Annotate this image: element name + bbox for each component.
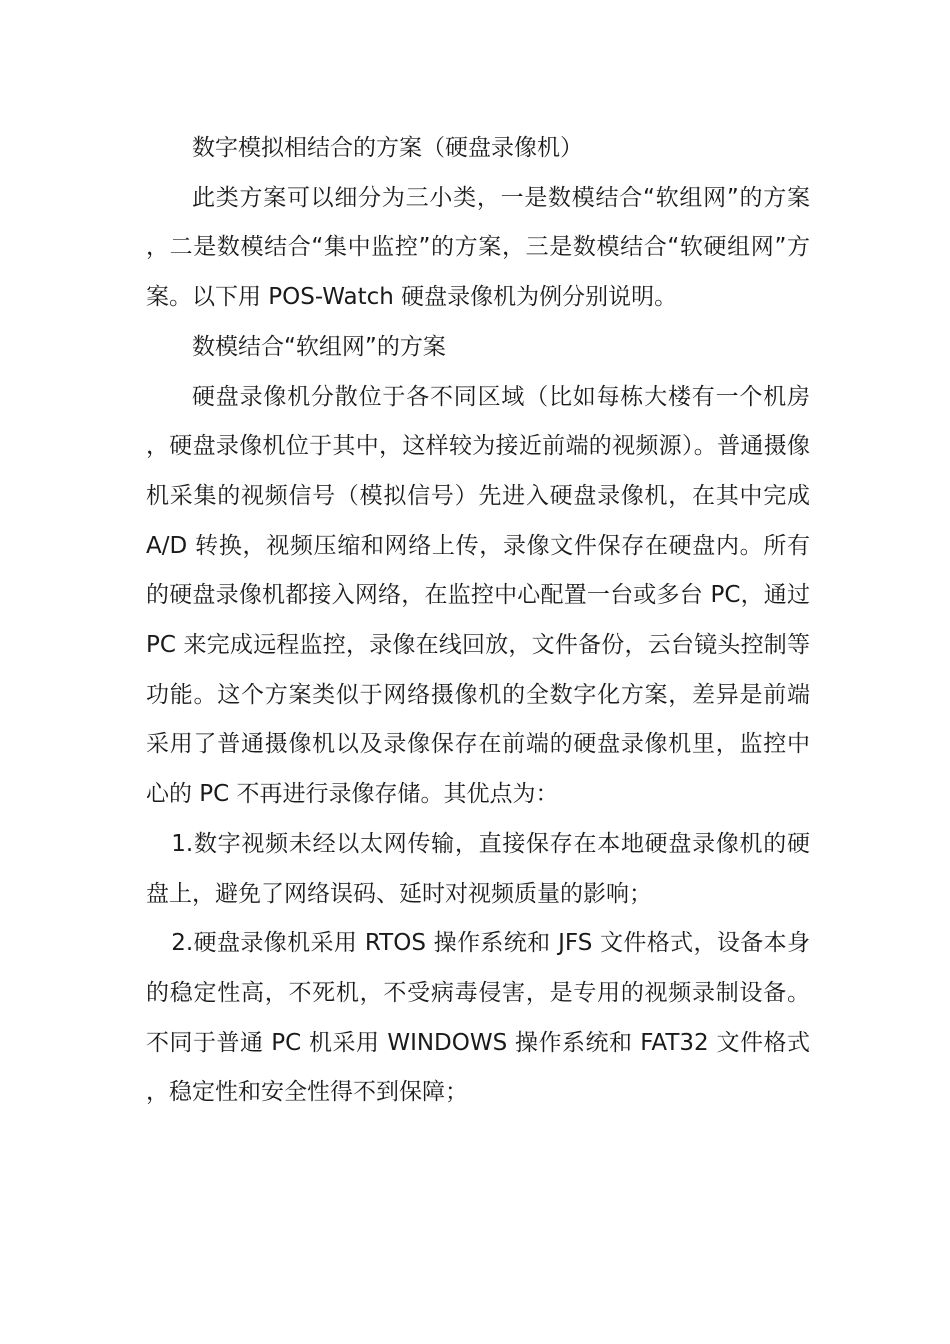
list-item-advantage-1: 1.数字视频未经以太网传输，直接保存在本地硬盘录像机的硬盘上，避免了网络误码、延时对视频质量的影响；: [146, 830, 810, 907]
intro-paragraph: 此类方案可以细分为三小类，一是数模结合“软组网”的方案，二是数模结合“集中监控”的方案，三是数模结合“软硬组网”方案。以下用 POS-Watch 硬盘录像机为例分别说明。: [146, 184, 810, 311]
section-heading-digital-analog: 数字模拟相结合的方案（硬盘录像机）: [192, 135, 583, 161]
body-paragraph: 硬盘录像机分散位于各不同区域（比如每栋大楼有一个机房，硬盘录像机位于其中，这样较为接近前端的视频源）。普通摄像机采集的视频信号（模拟信号）先进入硬盘录像机，在其中完成 A/D 转换，视频压缩和网络上传，录像文件保存在硬盘内。所有的硬盘录像机都接入网络，在监控中心配置一台或多台 PC，通过 PC 来完成远程监控，录像在线回放，文件备份，云台镜头控制等功能。这个方案类似于网络摄像机的全数字化方案，差异是前端采用了普通摄像机以及录像保存在前端的硬盘录像机里，监控中心的 PC 不再进行录像存储。其优点为：: [146, 383, 810, 808]
document-body: [146, 124, 810, 1118]
section-heading-soft-network: 数模结合“软组网”的方案: [192, 333, 446, 360]
list-item-advantage-2: 2.硬盘录像机采用 RTOS 操作系统和 JFS 文件格式，设备本身的稳定性高，不死机，不受病毒侵害，是专用的视频录制设备。不同于普通 PC 机采用 WINDOWS 操作系统和 FAT32 文件格式，稳定性和安全性得不到保障；: [146, 930, 810, 1106]
